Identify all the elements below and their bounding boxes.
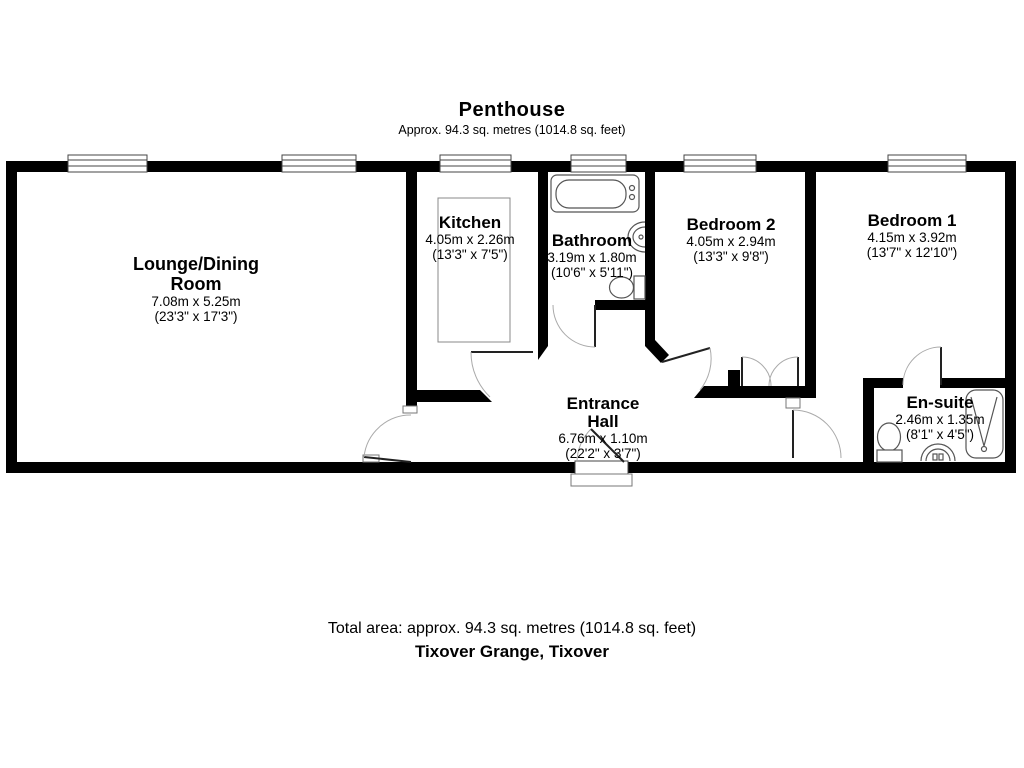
bathroom-door-swing <box>553 305 595 347</box>
plan-subtitle: Approx. 94.3 sq. metres (1014.8 sq. feet) <box>398 123 626 137</box>
ensuite-sink-fixture <box>921 444 955 461</box>
room-label-lounge: Lounge/Dining Room 7.08m x 5.25m (23'3" x 17'3") <box>133 254 259 324</box>
bathtub-fixture <box>551 175 639 212</box>
total-area-text: Total area: approx. 94.3 sq. metres (1014.8 sq. feet) <box>327 620 697 637</box>
bedroom2-door-swing <box>662 348 711 390</box>
window-icon <box>68 155 147 172</box>
window-icon <box>684 155 756 172</box>
ensuite-door-swing <box>903 347 941 385</box>
property-address: Tixover Grange, Tixover <box>414 642 609 661</box>
room-label-bedroom1: Bedroom 1 4.15m x 3.92m (13'7" x 12'10") <box>866 211 958 260</box>
window-icon <box>571 155 626 172</box>
room-label-bedroom2: Bedroom 2 4.05m x 2.94m (13'3" x 9'8") <box>686 215 776 264</box>
closet-double-door-swing <box>742 357 798 386</box>
entrance-step <box>571 474 632 486</box>
window-icon <box>440 155 511 172</box>
kitchen-door-swing <box>471 352 533 397</box>
plan-title: Penthouse <box>458 99 566 121</box>
window-icon <box>888 155 966 172</box>
room-label-kitchen: Kitchen 4.05m x 2.26m (13'3" x 7'5") <box>425 213 515 262</box>
bedroom1-door-swing <box>793 410 841 458</box>
room-label-ensuite: En-suite 2.46m x 1.35m (8'1" x 4'5") <box>895 393 985 442</box>
window-icon <box>282 155 356 172</box>
room-label-bathroom: Bathroom 3.19m x 1.80m (10'6" x 5'11") <box>547 231 637 280</box>
room-label-entrance-hall: Entrance Hall 6.76m x 1.10m (22'2" x 3'7") <box>558 394 648 461</box>
